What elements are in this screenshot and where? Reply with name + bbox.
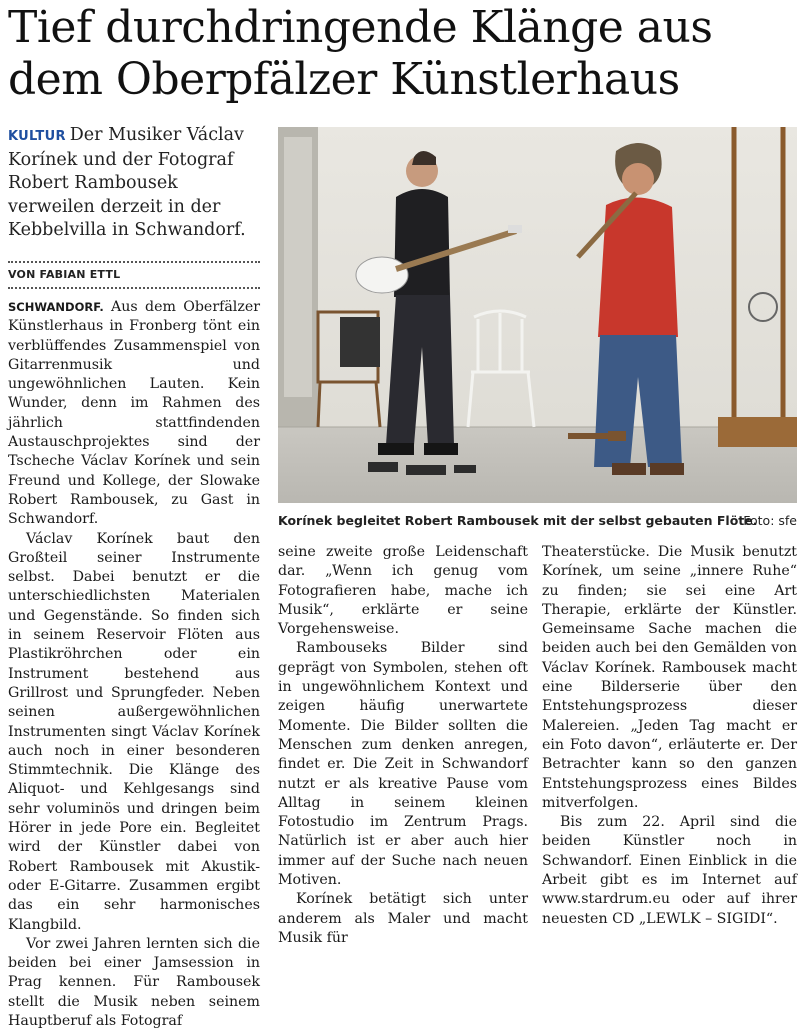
divider-bottom: [8, 287, 260, 289]
article-column-2: [278, 543, 528, 948]
paragraph: Theaterstücke. Die Musik benutzt Korínek, um seine „innere Ruhe“ zu finden; sie sei eine Art Therapie, erklärte der Künstler. Gemeinsame Sache machen die beiden auch bei den Gemälden von Václav Korínek. Rambousek macht eine Bilderserie über den Entstehungsprozess dieser Malereien. „Jeden Tag macht er ein Foto davon“, erläuterte er. Der Betrachter kann so den ganzen Entstehungsprozess eines Bildes mitverfolgen.: [542, 544, 797, 811]
lead-paragraph: [8, 124, 260, 243]
article-column-1: [8, 298, 260, 1031]
paragraph: Václav Korínek baut den Großteil seiner Instrumente selbst. Dabei benutzt er die unterschiedlichsten Materialen und Gegenstände. So finden sich in seinem Reservoir Flöten aus Plastikröhrchen oder ein Instrument bestehend aus Grillrost und Sprungfeder. Neben seinen außergewöhnlichen Instrumenten singt Václav Korínek auch noch in einer besonderen Stimmtechnik. Die Klänge des Aliquot- und Kehlgesangs sind sehr voluminös und dringen beim Hörer in jede Pore ein. Begleitet wird der Künstler dabei von Robert Rambousek mit Akustik- oder E-Gitarre. Zusammen ergibt das ein sehr harmonisches Klangbild.: [8, 530, 260, 933]
paragraph: Vor zwei Jahren lernten sich die beiden bei einer Jamsession in Prag kennen. Für Rambousek stellt die Musik neben seinem Hauptberuf als Fotograf: [8, 935, 260, 1029]
paragraph: seine zweite große Leidenschaft dar. „Wenn ich genug vom Fotografieren habe, mache ich Musik“, erklärte er seine Vorgehensweise.: [278, 544, 528, 638]
photo-musicians-image: [278, 127, 797, 503]
photo-caption: [278, 513, 797, 528]
headline: [8, 2, 798, 106]
article-column-3: [542, 543, 797, 929]
photo-credit: Foto: sfe: [743, 513, 797, 528]
headline-line-1: Tief durchdringende Klänge aus: [8, 2, 713, 53]
paragraph: Korínek betätigt sich unter anderem als Maler und macht Musik für: [278, 891, 528, 946]
paragraph: Bis zum 22. April sind die beiden Künstler noch in Schwandorf. Einen Einblick in die Arbeit gibt es im Internet auf www.stardrum.eu oder auf ihrer neuesten CD „LEWLK – SIGIDI“.: [542, 814, 797, 927]
lead-text: Der Musiker Václav Korínek und der Fotograf Robert Rambousek verweilen derzeit in der Kebbelvilla in Schwandorf.: [8, 125, 246, 240]
byline: VON FABIAN ETTL: [8, 268, 121, 281]
paragraph: Aus dem Oberfälzer Künstlerhaus in Fronberg tönt ein verblüffendes Zusammenspiel von Gitarrenmusik und ungewöhnlichen Lauten. Kein Wunder, denn im Rahmen des jährlich stattfindenden Austauschprojektes sind der Tscheche Václav Korínek und sein Freund und Kollege, der Slowake Robert Rambousek, zu Gast in Schwandorf.: [8, 299, 260, 528]
dateline: SCHWANDORF.: [8, 300, 104, 314]
article-photo: [278, 127, 797, 503]
divider-top: [8, 261, 260, 263]
caption-text: Korínek begleitet Robert Rambousek mit der selbst gebauten Flöte.: [278, 513, 758, 528]
section-kicker: KULTUR: [8, 129, 66, 144]
paragraph: Rambouseks Bilder sind geprägt von Symbolen, stehen oft in ungewöhnlichem Kontext und zeigen häufig unerwartete Momente. Die Bilder sollten die Menschen zum denken anregen, findet er. Die Zeit in Schwandorf nutzt er als kreative Pause vom Alltag in seinem kleinen Fotostudio im Zentrum Prags. Natürlich ist er aber auch hier immer auf der Suche nach neuen Motiven.: [278, 640, 528, 889]
headline-line-2: dem Oberpfälzer Künstlerhaus: [8, 54, 680, 105]
